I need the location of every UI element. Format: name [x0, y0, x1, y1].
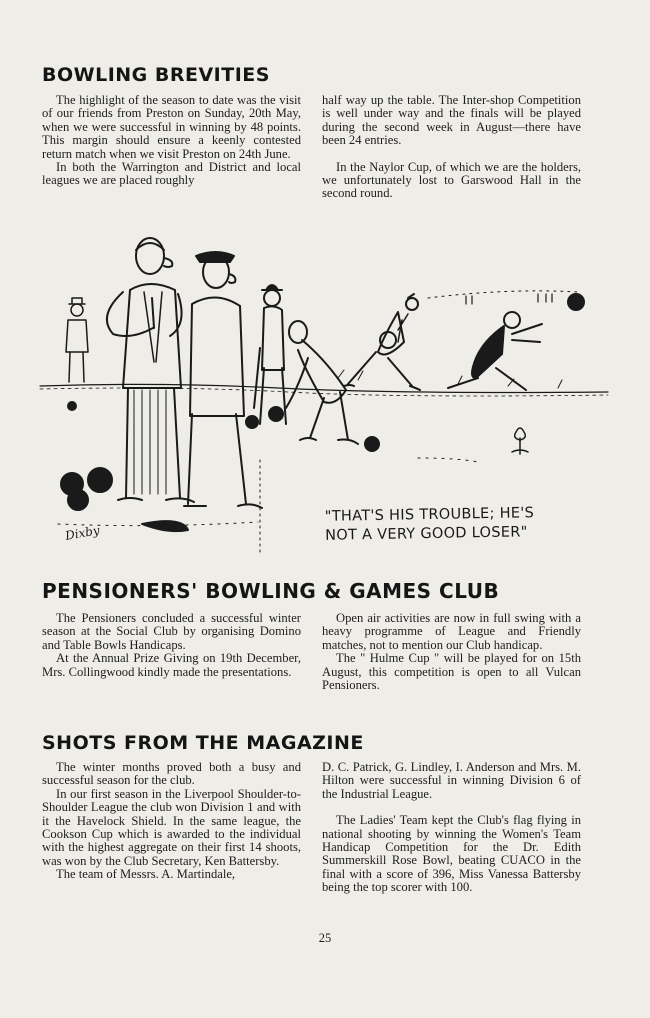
heading-shots-from-magazine: SHOTS FROM THE MAGAZINE — [42, 732, 364, 754]
shots-right-column — [322, 761, 581, 895]
pensioners-para-1: The Pensioners concluded a successful winter season at the Social Club by organising Domino and Table Bowls Handicaps. — [42, 611, 301, 652]
pensioners-para-4: The " Hulme Cup " will be played for on 15th August, this competition is open to all Vulcan Pensioners. — [322, 651, 581, 693]
cartoon-caption-line-2: NOT A VERY GOOD LOSER" — [325, 524, 528, 544]
bowling-left-column — [42, 94, 301, 188]
heading-pensioners-club: PENSIONERS' BOWLING & GAMES CLUB — [42, 579, 500, 603]
bowling-para-2: In both the Warrington and District and local leagues we are placed roughly — [42, 160, 301, 188]
pensioners-para-3: Open air activities are now in full swing with a heavy programme of League and Friendly matches, not to mention our Club handicap. — [322, 611, 581, 652]
cartoon-caption-line-1: "THAT'S HIS TROUBLE; HE'S — [324, 505, 535, 525]
shots-left-column — [42, 761, 301, 882]
cartoon-signature: Dixby — [64, 523, 101, 543]
bowling-para-4: In the Naylor Cup, of which we are the holders, we unfortunately lost to Garswood Hall in the second round. — [322, 159, 581, 201]
bowling-para-1: The highlight of the season to date was the visit of our friends from Preston on Sunday, 20th May, when we were successful in winning by 48 points. This margin should ensure a keenly contested return match when we visit Preston on 24th June. — [42, 93, 301, 161]
pensioners-right-column — [322, 612, 581, 692]
shots-para-4: D. C. Patrick, G. Lindley, I. Anderson and Mrs. M. Hilton were successful in winning Division 6 of the Industrial League. — [322, 760, 581, 801]
bowling-para-3: half way up the table. The Inter-shop Competition is well under way and the finals will be played during the second week in August—there have been 24 entries. — [322, 93, 581, 148]
pensioners-left-column — [42, 612, 301, 679]
page-number: 25 — [318, 931, 332, 945]
pensioners-para-2: At the Annual Prize Giving on 19th December, Mrs. Collingwood kindly made the presentations. — [42, 651, 301, 679]
shots-para-5: The Ladies' Team kept the Club's flag flying in national shooting by winning the Women's Team Handicap Competition for the Dr. Edith Summerskill Rose Bowl, beating CUACO in the final with a score of 396, Miss Vanessa Battersby being the top scorer with 100. — [322, 813, 581, 895]
shots-para-3: The team of Messrs. A. Martindale, — [56, 867, 236, 882]
heading-bowling-brevities: BOWLING BREVITIES — [42, 64, 270, 86]
bowling-right-column — [322, 94, 581, 201]
shots-para-2: In our first season in the Liverpool Shoulder-to-Shoulder League the club won Division 1 and with it the Havelock Shield. In the same league, the Cookson Cup which is awarded to the individual with the highest aggregate on their first 14 shoots, was won by the Club Secretary, Ken Battersby. — [42, 786, 301, 868]
shots-para-1: The winter months proved both a busy and successful season for the club. — [42, 760, 301, 788]
cartoon-caption — [325, 504, 535, 546]
